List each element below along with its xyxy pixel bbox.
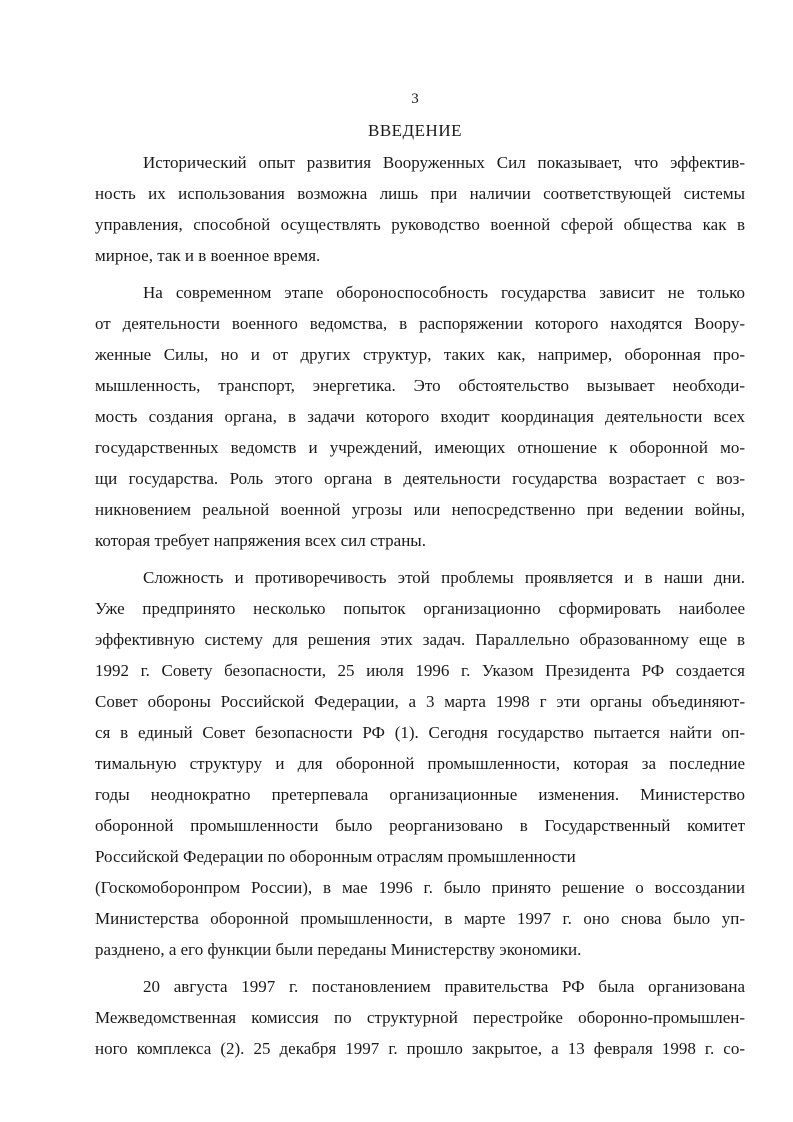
text-line: Уже предпринято несколько попыток организационно сформировать наиболее (95, 599, 745, 618)
text-line: женные Силы, но и от других структур, таких как, например, оборонная про- (95, 345, 745, 364)
text-line: годы неоднократно претерпевала организационные изменения. Министерство (95, 785, 745, 804)
text-line: Исторический опыт развития Вооруженных Сил показывает, что эффектив- (143, 153, 745, 172)
page-number: 3 (411, 91, 419, 107)
text-line: ность их использования возможна лишь при наличии соответствующей системы (95, 184, 745, 203)
text-line: Совет обороны Российской Федерации, а 3 марта 1998 г эти органы объединяют- (95, 692, 745, 711)
text-line: ного комплекса (2). 25 декабря 1997 г. прошло закрытое, а 13 февраля 1998 г. со- (95, 1039, 745, 1058)
text-line: которая требует напряжения всех сил страны. (95, 531, 426, 550)
text-line: 1992 г. Совету безопасности, 25 июля 1996 г. Указом Президента РФ создается (95, 661, 745, 680)
text-line: (Госкомоборонпром России), в мае 1996 г. было принято решение о воссоздании (95, 878, 745, 897)
text-line: управления, способной осуществлять руководство военной сферой общества как в (95, 215, 745, 234)
text-line: эффективную систему для решения этих задач. Параллельно образованному еще в (95, 630, 745, 649)
paragraph-2 (95, 277, 745, 556)
text-line: от деятельности военного ведомства, в распоряжении которого находятся Воору- (95, 314, 745, 333)
text-line: государственных ведомств и учреждений, имеющих отношение к оборонной мо- (95, 438, 745, 457)
text-line: никновением реальной военной угрозы или непосредственно при ведении войны, (95, 500, 745, 519)
text-line: ся в единый Совет безопасности РФ (1). Сегодня государство пытается найти оп- (95, 723, 745, 742)
text-line: Межведомственная комиссия по структурной перестройке оборонно-промышлен- (95, 1008, 745, 1027)
text-line: щи государства. Роль этого органа в деятельности государства возрастает с воз- (95, 469, 745, 488)
text-line: На современном этапе обороноспособность государства зависит не только (143, 283, 745, 302)
text-line: Министерства оборонной промышленности, в марте 1997 г. оно снова было уп- (95, 909, 745, 928)
text-line: мирное, так и в военное время. (95, 246, 321, 265)
text-line: оборонной промышленности было реорганизовано в Государственный комитет (95, 816, 745, 835)
text-line: мость создания органа, в задачи которого входит координация деятельности всех (95, 407, 745, 426)
text-line: Сложность и противоречивость этой проблемы проявляется и в наши дни. (143, 568, 745, 587)
paragraph-3 (95, 562, 745, 965)
paragraph-1 (95, 147, 745, 271)
paragraph-4 (95, 971, 745, 1064)
text-line: Российской Федерации по оборонным отраслям промышленности (95, 847, 576, 866)
section-heading: ВВЕДЕНИЕ (368, 121, 462, 140)
body-text (95, 147, 745, 1064)
text-line: мышленность, транспорт, энергетика. Это обстоятельство вызывает необходи- (95, 376, 745, 395)
text-line: тимальную структуру и для оборонной промышленности, которая за последние (95, 754, 745, 773)
text-line: разднено, а его функции были переданы Министерству экономики. (95, 940, 582, 959)
text-line: 20 августа 1997 г. постановлением правительства РФ была организована (143, 977, 745, 996)
